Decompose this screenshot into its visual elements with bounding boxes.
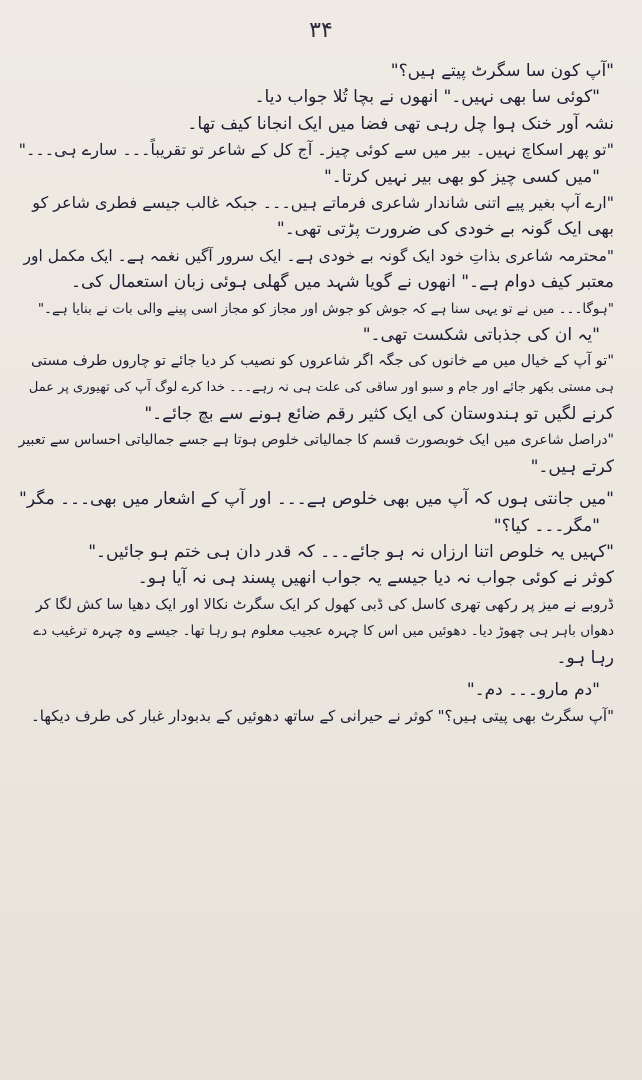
text-line: ڈروبے نے میز پر رکھی تھری کاسل کی ڈبی کھول کر ایک سگرٹ نکالا اور ایک دھیا سا کش لگا کر bbox=[35, 596, 614, 613]
text-line: کرتے ہیں۔" bbox=[530, 456, 614, 477]
text-line: "کہیں یہ خلوص اتنا ارزاں نہ ہو جائے۔۔۔ کہ قدر دان ہی ختم ہو جائیں۔" bbox=[88, 542, 614, 563]
text-line: "آپ سگرٹ بھی پیتی ہیں؟" کوثر نے حیرانی کے ساتھ دھوئیں کے بدبودار غبار کی طرف دیکھا۔ bbox=[30, 707, 614, 726]
text-line: "یہ ان کی جذباتی شکست تھی۔" bbox=[362, 324, 600, 345]
text-line: "آپ کون سا سگرٹ پیتے ہیں؟" bbox=[390, 61, 614, 81]
text-line: کوثر نے کوئی جواب نہ دیا جیسے یہ جواب انھیں پسند ہی نہ آیا ہو۔ bbox=[137, 568, 614, 589]
text-line: "تو آپ کے خیال میں مے خانوں کی جگہ اگر شاعروں کو نصیب کر دیا جائے تو چاروں طرف مستی bbox=[30, 353, 614, 370]
text-line: کرنے لگیں تو ہندوستان کی ایک کثیر رقم ضائع ہونے سے بچ جائے۔" bbox=[144, 404, 614, 425]
text-line: ہی مستی بکھر جائے اور جام و سبو اور ساقی کی علت ہی نہ رہے۔۔۔ خدا کرے لوگ آپ کی تھیوری پر عمل bbox=[28, 379, 614, 395]
text-line: "مگر۔۔۔ کیا؟" bbox=[493, 515, 600, 536]
text-line: "میں جانتی ہوں کہ آپ میں بھی خلوص ہے۔۔۔ اور آپ کے اشعار میں بھی۔۔۔ مگر" bbox=[19, 489, 614, 510]
text-line: نشہ آور خنک ہوا چل رہی تھی فضا میں ایک انجانا کیف تھا۔ bbox=[187, 113, 614, 134]
text-line: "تو پھر اسکاچ نہیں۔ بیر میں سے کوئی چیز۔ آج کل کے شاعر تو تقریباً۔۔۔ سارے ہی۔۔۔" bbox=[18, 140, 614, 160]
text-line: معتبر کیف دوام ہے۔" انھوں نے گویا شہد میں گھلی ہوئی زبان استعمال کی۔ bbox=[71, 272, 614, 293]
text-line: "محترمہ شاعری بذاتِ خود ایک گونہ بے خودی ہے۔ ایک سرور آگیں نغمہ ہے۔ ایک مکمل اور bbox=[23, 246, 614, 265]
page-number: ۳۴ bbox=[309, 18, 333, 43]
text-line: بھی ایک گونہ بے خودی کی ضرورت پڑتی تھی۔" bbox=[276, 219, 614, 240]
text-line: "کوئی سا بھی نہیں۔" انھوں نے بچا تُلا جواب دیا۔ bbox=[254, 87, 600, 108]
text-line: رہا ہو۔ bbox=[556, 647, 614, 668]
text-line: "میں کسی چیز کو بھی بیر نہیں کرتا۔" bbox=[323, 166, 600, 187]
text-line: دھواں باہر ہی چھوڑ دیا۔ دھوئیں میں اس کا چہرہ عجیب معلوم ہو رہا تھا۔ جیسے وہ چہرہ ترغیب دے bbox=[33, 623, 614, 640]
text-line: "دراصل شاعری میں ایک خوبصورت قسم کا جمالیاتی خلوص ہوتا ہے جسے جمالیاتی احساس سے تعبیر bbox=[18, 432, 614, 449]
page-text bbox=[18, 58, 614, 730]
text-line: "ہوگا۔۔۔ میں نے تو یہی سنا ہے کہ جوش کو جوش اور مجاز کو مجاز اسی پینے والی بات نے بنایا ہے۔" bbox=[37, 300, 614, 317]
text-line: "دم مارو۔۔۔ دم۔" bbox=[466, 679, 600, 700]
text-line: "ارے آپ بغیر پیے اتنی شاندار شاعری فرماتے ہیں۔۔۔ جبکہ غالب جیسے فطری شاعر کو bbox=[32, 192, 614, 212]
